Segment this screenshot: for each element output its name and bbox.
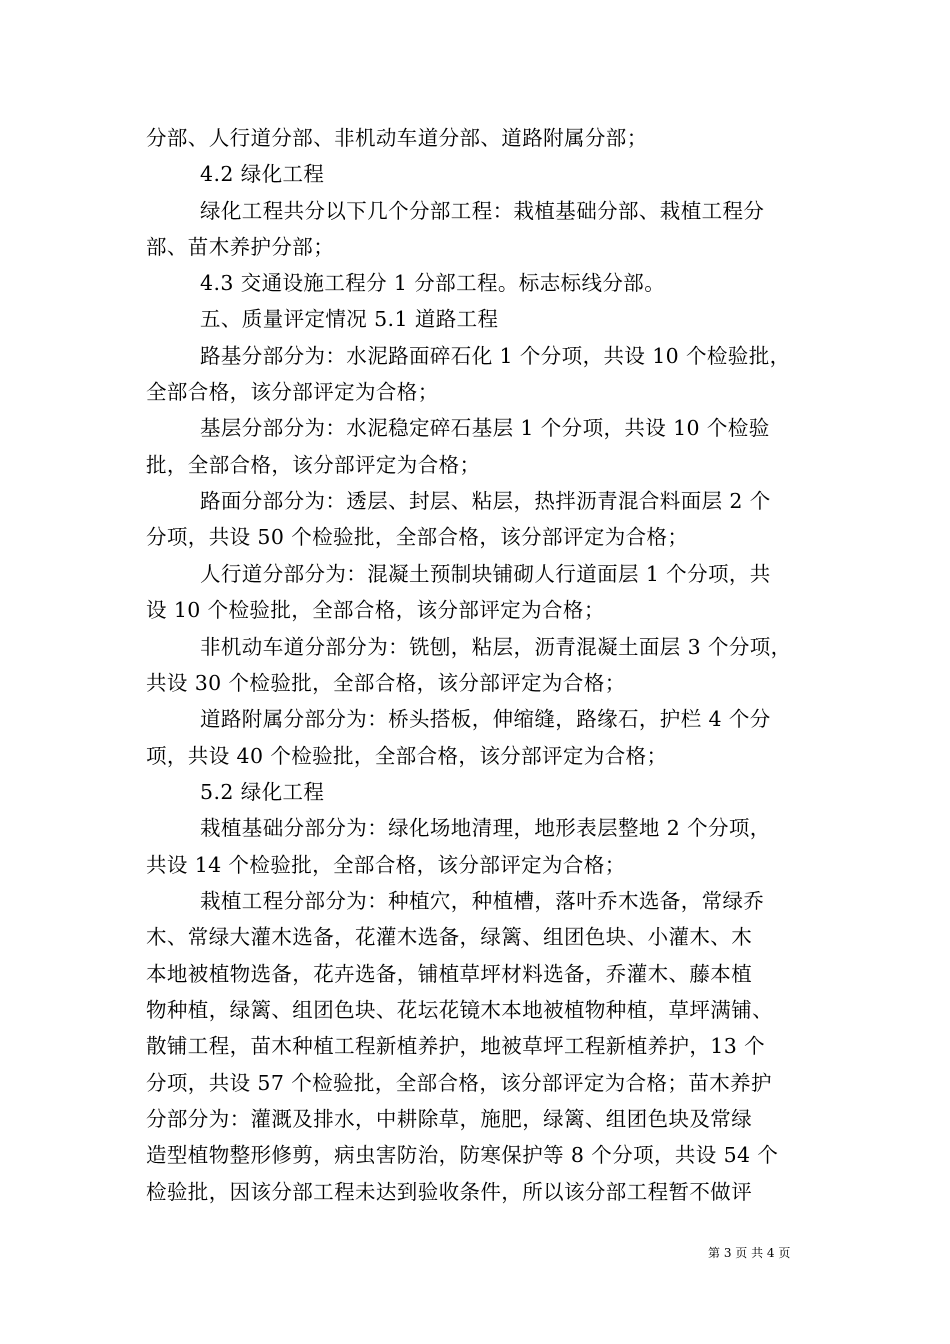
text-line: 造型植物整形修剪，病虫害防治，防寒保护等 8 个分项，共设 54 个 [146,1143,779,1167]
text-line: 路面分部分为：透层、封层、粘层，热拌沥青混合料面层 2 个 [200,489,771,513]
text-line: 分部分为：灌溉及排水，中耕除草，施肥，绿篱、组团色块及常绿 [146,1107,753,1131]
text-line: 设 10 个检验批，全部合格，该分部评定为合格； [146,598,605,622]
text-line: 批，全部合格，该分部评定为合格； [146,453,481,477]
text-line: 分部、人行道分部、非机动车道分部、道路附属分部； [146,126,648,150]
text-line: 绿化工程共分以下几个分部工程：栽植基础分部、栽植工程分 [200,199,765,223]
page-number: 第 3 页 共 4 页 [708,1246,791,1260]
text-line: 栽植基础分部分为：绿化场地清理，地形表层整地 2 个分项， [200,816,771,840]
section-heading: 4.2 绿化工程 [200,162,325,186]
text-line: 分项，共设 57 个检验批，全部合格，该分部评定为合格；苗木养护 [146,1071,772,1095]
text-line: 本地被植物选备，花卉选备，铺植草坪材料选备，乔灌木、藤本植 [146,962,753,986]
section-heading: 五、质量评定情况 5.1 道路工程 [200,307,499,331]
text-line: 物种植，绿篱、组团色块、花坛花镜木本地被植物种植，草坪满铺、 [146,998,773,1022]
section-heading: 5.2 绿化工程 [200,780,325,804]
text-line: 人行道分部分为：混凝土预制块铺砌人行道面层 1 个分项，共 [200,562,771,586]
text-line: 项，共设 40 个检验批，全部合格，该分部评定为合格； [146,744,668,768]
text-line: 共设 30 个检验批，全部合格，该分部评定为合格； [146,671,626,695]
text-line: 部、苗木养护分部； [146,235,335,259]
text-line: 全部合格，该分部评定为合格； [146,380,439,404]
text-line: 路基分部分为：水泥路面碎石化 1 个分项，共设 10 个检验批， [200,344,791,368]
text-line: 栽植工程分部分为：种植穴，种植槽，落叶乔木选备，常绿乔 [200,889,765,913]
text-line: 共设 14 个检验批，全部合格，该分部评定为合格； [146,853,626,877]
text-line: 非机动车道分部分为：铣刨，粘层，沥青混凝土面层 3 个分项， [200,635,792,659]
text-line: 4.3 交通设施工程分 1 分部工程。标志标线分部。 [200,271,666,295]
text-line: 木、常绿大灌木选备，花灌木选备，绿篱、组团色块、小灌木、木 [146,925,753,949]
text-line: 散铺工程，苗木种植工程新植养护，地被草坪工程新植养护，13 个 [146,1034,765,1058]
text-line: 检验批，因该分部工程未达到验收条件，所以该分部工程暂不做评 [146,1180,753,1204]
text-line: 道路附属分部分为：桥头搭板，伸缩缝，路缘石，护栏 4 个分 [200,707,771,731]
text-line: 基层分部分为：水泥稳定碎石基层 1 个分项，共设 10 个检验 [200,416,770,440]
text-line: 分项，共设 50 个检验批，全部合格，该分部评定为合格； [146,525,689,549]
